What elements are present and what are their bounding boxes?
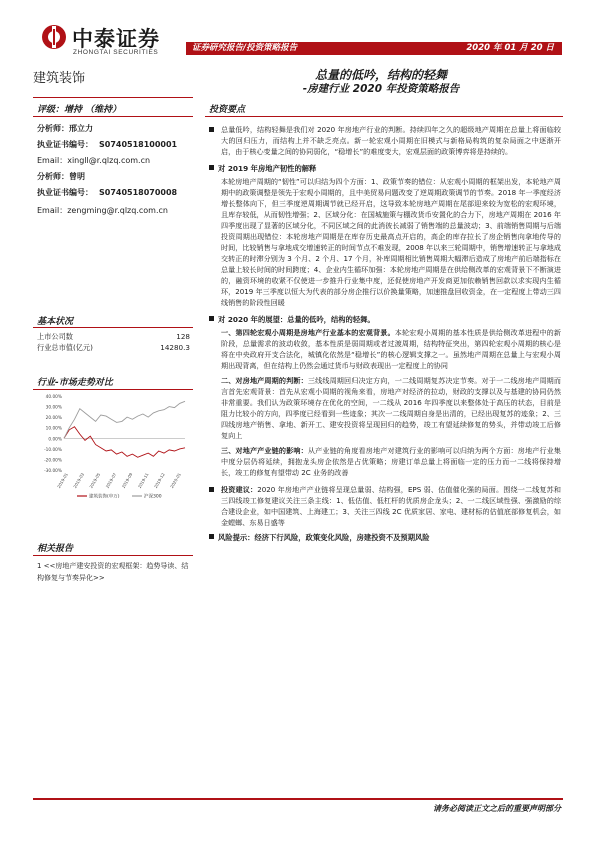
trend-chart — [37, 392, 189, 504]
divider — [33, 97, 193, 98]
x-tick-label: 2019-03 — [72, 472, 86, 489]
divider — [33, 327, 193, 328]
x-tick-label: 2020-01 — [169, 472, 182, 489]
divider — [205, 116, 563, 117]
related-report-item[interactable]: 1 <<房地产建安投资的宏观框架：趋势导读、结构修复与节奏异化>> — [37, 562, 189, 582]
brand-name-zh: 中泰证券 — [72, 27, 160, 51]
investment-advice: 投资建议：2020 年房地产产业链将呈现总量弱、结构强，EPS 弱、估值催化强的局面。围绕一二线复苏和三四线竣工修复建议关注三条主线：1、低估值、低杠杆的优质房企龙头；2、一二线区域性强、强激励的综合建设企业，如中国建筑、上海建工；3、关注三四线 2C 优质家居、家电、建材标的估值底部修复机会，如金螳螂、东易日盛等 — [209, 484, 561, 528]
risk-warning: 风险提示：经济下行风险，政策变化风险，房建投资不及预期风险 — [209, 532, 561, 543]
x-tick-label: 2019-12 — [153, 472, 166, 489]
brand-name-en: ZHONGTAI SECURITIES — [73, 49, 159, 56]
outlook-point-2: 二、对房地产周期的判断：三线线周期回归决定方向，一二线周期复苏决定节奏。对于一二线房地产周期而言首先宏观背景：首先从宏观小周期的视角来看，房地产对经济的拉动，财政的支撑以及与基建的协同仍然非常重要。我们认为政策环境存在优化的空间，一二线从 2016 年四季度以来整体处于高压的状态，目前是阻力比较小的方向，四季度已经看到一些迹象；其次一二线周期自身是出清的，已经出现复苏的迹象；2、三四线房地产销售、拿地、新开工、建安投资将呈现回归的趋势，竣工有望延续修复的势头，并带动竣工后修复向上 — [221, 376, 562, 440]
bullet-icon — [209, 316, 214, 321]
y-tick-label: 10.00% — [45, 426, 62, 432]
y-tick-label: 30.00% — [45, 405, 62, 411]
legend-label: 建筑装饰(申万) — [89, 494, 120, 500]
x-tick-label: 2019-01 — [56, 472, 69, 489]
footer-disclaimer: 请务必阅读正文之后的重要声明部分 — [433, 804, 561, 813]
footer-rule — [33, 798, 563, 800]
chart-heading: 行业-市场走势对比 — [37, 378, 113, 388]
analyst-2-cert: 执业证书编号： S0740518070008 — [37, 188, 178, 197]
intro-paragraph: 总量低吟，结构轻舞是我们对 2020 年房地产行业的判断。持续四年之久的超级地产周期在总量上将面临较大的回归压力，而结构上并不缺乏亮点。新一轮宏观小周期在旧模式与新格局构筑的复杂局面之中逐渐开启，由于核心变量之间的协同弱化，“稳增长”的难度变大，宏观层面的政策博弈将是持续的。 — [209, 124, 561, 157]
y-tick-label: -10.00% — [44, 447, 62, 453]
divider — [33, 555, 193, 556]
analyst-1-email[interactable]: Email：xingll@r.qlzq.com.cn — [37, 156, 151, 165]
report-subtitle: -房建行业 2020 年投资策略报告 — [302, 83, 460, 95]
analyst-1-name: 分析师：邢立力 — [37, 124, 93, 133]
analyst-2-email[interactable]: Email：zengming@r.qlzq.com.cn — [37, 206, 168, 215]
section-head-2019: 对 2019 年房地产韧性的解释 — [209, 163, 561, 174]
report-type: 证券研究报告/投资策略报告 — [192, 43, 298, 53]
sector-name: 建筑装饰 — [33, 71, 86, 86]
x-tick-label: 2019-07 — [104, 472, 118, 489]
report-date: 2020 年 01 月 20 日 — [466, 43, 554, 53]
analyst-2-name: 分析师：曾明 — [37, 172, 85, 181]
outlook-point-1: 一、第四轮宏观小周期是房地产行业基本的宏观背景。本轮宏观小周期的基本性质是供给侧改革进程中的新阶段，总量需求的波动收敛，基本性质是弱周期或者过渡周期，结构特征突出，第四轮宏观小周期的核心是将在中央政府开支合法化，城镇化依然是“稳增长”的核心逻辑支撑之一。虽然地产周期在总量上与宏观小周期出现背离，但在结构上仍然会通过货币与财政表现出一定程度上的协同 — [221, 328, 562, 370]
bullet-icon — [209, 534, 214, 539]
basic-info-table — [37, 331, 190, 353]
y-tick-label: 40.00% — [45, 395, 62, 400]
header-bar — [186, 42, 562, 55]
table-row: 上市公司数 128 — [37, 332, 190, 341]
outlook-point-3: 三、对地产产业链的影响：从产业链的角度看房地产对建筑行业的影响可以归纳为两个方面：房地产行业集中度分层仍将延续，拥抱龙头房企依然是占优策略；房建订单总量上将面临一定的压力而一二线将保持增长，竣工的修复有望带动 2C 业务的改善 — [221, 446, 562, 477]
y-tick-label: 0.00% — [48, 437, 62, 443]
invest-heading: 投资要点 — [209, 105, 246, 115]
bullet-icon — [209, 127, 214, 132]
x-tick-label: 2019-11 — [136, 472, 150, 489]
rating: 评级：增持 （维持） — [37, 105, 122, 115]
analyst-1-cert: 执业证书编号： S0740518100001 — [37, 140, 178, 149]
section-head-2020: 对 2020 年的展望：总量的低吟，结构的轻舞。 — [209, 314, 561, 325]
x-tick-label: 2019-05 — [88, 472, 102, 489]
invest-body — [209, 124, 561, 543]
y-tick-label: -20.00% — [44, 458, 62, 464]
divider — [33, 116, 193, 117]
legend-label: 沪深300 — [144, 494, 162, 500]
series-line-1 — [64, 401, 185, 438]
x-tick-label: 2019-09 — [120, 472, 134, 489]
series-line-0 — [64, 427, 185, 458]
bullet-icon — [209, 165, 214, 170]
y-tick-label: -30.00% — [44, 469, 62, 474]
related-heading: 相关报告 — [37, 544, 74, 554]
company-logo — [41, 24, 67, 50]
section-body-2019: 本轮房地产周期的“韧性”可以归结为四个方面：1、政策节奏的错位：从宏观小周期的框架出发，本轮地产周期中的政策调整是领先于宏观小周期的，且中美贸易问题改变了逆周期政策调节的节奏。2018 年一季度经济增长整体向下，但三季度逆周期调节就已经开启，这导致本轮房地产周期在尾部迎来较为宽松的宏观环境，且库存较低，从而韧性增强；2、区域分化：在国城施策与棚改货币安置化的合力下，房地产周期在 2016 年四季度出现了显著的区域分化，不同区域之间的此消彼长减弱了销售端的总量波动；3、前端销售周期与后端投资周期出现错位：本轮房地产周期是在库存历史最高点开启的，高企的库存拉长了房企销售向拿地传导的时间，比较销售与拿地成交增速转正的时间节点不难发现，2008 年以来三轮周期中，销售增速转正与拿地成交转正的时滞分别为 3 个月、2 个月、17 个月，补库周期相比销售周期大幅滞后造成了房地产前后端指标在总量上较长时间的时间跨度；4、企业内生循环加强：本轮房地产周期是在供给侧改革的宏观背景下不断演进的，融资环境的收紧不仅使进一步推升行业集中度，还促使房地产开发商更加依赖销售回款以求实现内生循环，2019 年三季度以恒大为代表的部分房企推行以价换量策略，加速推盘回收资金，在一定程度上带动三四线销售的阶段性回暖 — [221, 177, 561, 307]
report-title: 总量的低吟，结构的轻舞 — [314, 68, 447, 82]
bullet-icon — [209, 487, 214, 492]
basic-info-heading: 基本状况 — [37, 317, 74, 327]
table-row: 行业总市值(亿元) 14280.3 — [37, 343, 190, 352]
y-tick-label: 20.00% — [45, 416, 62, 422]
divider — [33, 389, 193, 390]
